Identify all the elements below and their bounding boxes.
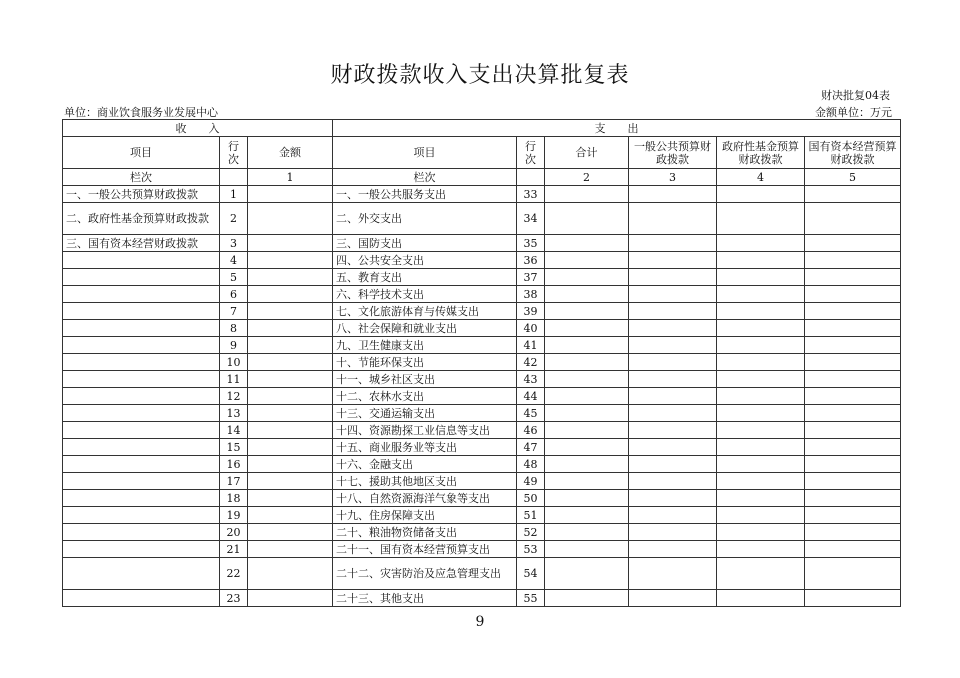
- col-index-1: 1: [248, 169, 333, 186]
- income-item: 一、一般公共预算财政拨款: [63, 186, 220, 203]
- expense-general: [629, 303, 717, 320]
- expense-row-no: 41: [517, 337, 545, 354]
- expense-fund: [717, 235, 805, 252]
- expense-item: 十四、资源勘探工业信息等支出: [333, 422, 517, 439]
- income-item: [63, 405, 220, 422]
- expense-item: 二、外交支出: [333, 203, 517, 235]
- expense-fund: [717, 541, 805, 558]
- expense-item: 六、科学技术支出: [333, 286, 517, 303]
- expense-soe: [805, 286, 901, 303]
- expense-general: [629, 405, 717, 422]
- income-item: 三、国有资本经营财政拨款: [63, 235, 220, 252]
- expense-soe: [805, 524, 901, 541]
- table-row: [63, 541, 901, 558]
- income-row-no: 8: [220, 320, 248, 337]
- income-amount: [248, 473, 333, 490]
- header-general-budget: 一般公共预算财政拨款: [629, 137, 717, 169]
- income-amount: [248, 320, 333, 337]
- expense-row-no: 55: [517, 590, 545, 607]
- expense-fund: [717, 269, 805, 286]
- col-index-4: 4: [717, 169, 805, 186]
- expense-fund: [717, 558, 805, 590]
- table-row: [63, 456, 901, 473]
- table-row: [63, 490, 901, 507]
- table-row: [63, 422, 901, 439]
- expense-soe: [805, 337, 901, 354]
- expense-item: 三、国防支出: [333, 235, 517, 252]
- income-amount: [248, 405, 333, 422]
- expense-item: 十三、交通运输支出: [333, 405, 517, 422]
- expense-soe: [805, 388, 901, 405]
- expense-row-no: 37: [517, 269, 545, 286]
- expense-fund: [717, 422, 805, 439]
- expense-soe: [805, 371, 901, 388]
- expense-soe: [805, 473, 901, 490]
- expense-row-no: 49: [517, 473, 545, 490]
- income-amount: [248, 337, 333, 354]
- expense-row-no: 48: [517, 456, 545, 473]
- income-amount: [248, 507, 333, 524]
- expense-total: [545, 303, 629, 320]
- col-index-label: 栏次: [63, 169, 220, 186]
- expense-soe: [805, 252, 901, 269]
- expense-row-no: 46: [517, 422, 545, 439]
- expense-row-no: 34: [517, 203, 545, 235]
- expense-total: [545, 371, 629, 388]
- expense-fund: [717, 524, 805, 541]
- expense-soe: [805, 186, 901, 203]
- page-number: 9: [475, 614, 485, 630]
- expense-general: [629, 590, 717, 607]
- table-row: [63, 235, 901, 252]
- income-item: [63, 354, 220, 371]
- expense-fund: [717, 456, 805, 473]
- expense-general: [629, 388, 717, 405]
- expense-soe: [805, 405, 901, 422]
- expense-item: 二十三、其他支出: [333, 590, 517, 607]
- income-row-no: 16: [220, 456, 248, 473]
- income-row-no: 22: [220, 558, 248, 590]
- expense-item: 五、教育支出: [333, 269, 517, 286]
- income-item: [63, 320, 220, 337]
- expense-total: [545, 507, 629, 524]
- expense-general: [629, 439, 717, 456]
- expense-row-no: 42: [517, 354, 545, 371]
- expense-soe: [805, 590, 901, 607]
- expense-item: 十七、援助其他地区支出: [333, 473, 517, 490]
- income-item: [63, 558, 220, 590]
- expense-total: [545, 354, 629, 371]
- income-amount: [248, 490, 333, 507]
- expense-section-label: 支 出: [333, 120, 901, 137]
- table-row: [63, 269, 901, 286]
- expense-general: [629, 422, 717, 439]
- income-item: [63, 507, 220, 524]
- expense-item: 十九、住房保障支出: [333, 507, 517, 524]
- expense-item: 十八、自然资源海洋气象等支出: [333, 490, 517, 507]
- expense-general: [629, 203, 717, 235]
- expense-soe: [805, 320, 901, 337]
- income-row-no: 6: [220, 286, 248, 303]
- expense-total: [545, 320, 629, 337]
- expense-general: [629, 507, 717, 524]
- expense-general: [629, 320, 717, 337]
- expense-general: [629, 354, 717, 371]
- expense-row-no: 35: [517, 235, 545, 252]
- table-row: [63, 388, 901, 405]
- expense-item: 十二、农林水支出: [333, 388, 517, 405]
- expense-fund: [717, 286, 805, 303]
- expense-soe: [805, 235, 901, 252]
- expense-general: [629, 490, 717, 507]
- col-index-empty: [220, 169, 248, 186]
- column-header-row: [63, 137, 901, 169]
- table-row: [63, 558, 901, 590]
- expense-total: [545, 590, 629, 607]
- expense-fund: [717, 439, 805, 456]
- expense-item: 二十、粮油物资储备支出: [333, 524, 517, 541]
- col-index-5: 5: [805, 169, 901, 186]
- expense-item: 二十一、国有资本经营预算支出: [333, 541, 517, 558]
- expense-total: [545, 252, 629, 269]
- income-item: [63, 371, 220, 388]
- income-row-no: 12: [220, 388, 248, 405]
- expense-fund: [717, 186, 805, 203]
- expense-general: [629, 541, 717, 558]
- income-row-no: 19: [220, 507, 248, 524]
- table-row: [63, 320, 901, 337]
- income-row-no: 20: [220, 524, 248, 541]
- income-item: [63, 303, 220, 320]
- expense-row-no: 38: [517, 286, 545, 303]
- header-expense-item: 项目: [333, 137, 517, 169]
- income-amount: [248, 235, 333, 252]
- header-expense-row-no: 行次: [517, 137, 545, 169]
- expense-row-no: 54: [517, 558, 545, 590]
- expense-total: [545, 186, 629, 203]
- income-row-no: 5: [220, 269, 248, 286]
- income-amount: [248, 558, 333, 590]
- expense-item: 九、卫生健康支出: [333, 337, 517, 354]
- income-amount: [248, 456, 333, 473]
- income-amount: [248, 303, 333, 320]
- table-row: [63, 590, 901, 607]
- header-row-no: 行次: [220, 137, 248, 169]
- expense-total: [545, 439, 629, 456]
- expense-item: 七、文化旅游体育与传媒支出: [333, 303, 517, 320]
- appropriation-table: [62, 119, 901, 607]
- income-item: [63, 490, 220, 507]
- income-amount: [248, 524, 333, 541]
- income-amount: [248, 354, 333, 371]
- expense-item: 十六、金融支出: [333, 456, 517, 473]
- income-row-no: 9: [220, 337, 248, 354]
- expense-soe: [805, 203, 901, 235]
- income-item: [63, 541, 220, 558]
- table-row: [63, 354, 901, 371]
- expense-total: [545, 203, 629, 235]
- expense-row-no: 44: [517, 388, 545, 405]
- expense-item: 十五、商业服务业等支出: [333, 439, 517, 456]
- income-amount: [248, 541, 333, 558]
- expense-row-no: 51: [517, 507, 545, 524]
- expense-fund: [717, 473, 805, 490]
- expense-fund: [717, 303, 805, 320]
- income-amount: [248, 439, 333, 456]
- col-index-2: 2: [545, 169, 629, 186]
- expense-row-no: 33: [517, 186, 545, 203]
- income-row-no: 15: [220, 439, 248, 456]
- income-item: [63, 590, 220, 607]
- expense-item: 二十二、灾害防治及应急管理支出: [333, 558, 517, 590]
- expense-general: [629, 524, 717, 541]
- income-row-no: 10: [220, 354, 248, 371]
- expense-fund: [717, 252, 805, 269]
- expense-soe: [805, 507, 901, 524]
- expense-item: 一、一般公共服务支出: [333, 186, 517, 203]
- table-row: [63, 473, 901, 490]
- expense-row-no: 53: [517, 541, 545, 558]
- header-total: 合计: [545, 137, 629, 169]
- expense-soe: [805, 303, 901, 320]
- income-row-no: 7: [220, 303, 248, 320]
- page-title: 财政拨款收入支出决算批复表: [330, 63, 630, 88]
- expense-fund: [717, 590, 805, 607]
- expense-general: [629, 186, 717, 203]
- income-row-no: 17: [220, 473, 248, 490]
- expense-item: 十、节能环保支出: [333, 354, 517, 371]
- income-row-no: 4: [220, 252, 248, 269]
- expense-soe: [805, 456, 901, 473]
- table-row: [63, 286, 901, 303]
- expense-soe: [805, 269, 901, 286]
- table-row: [63, 203, 901, 235]
- income-item: [63, 337, 220, 354]
- income-item: [63, 252, 220, 269]
- income-row-no: 3: [220, 235, 248, 252]
- income-amount: [248, 388, 333, 405]
- table-row: [63, 337, 901, 354]
- income-row-no: 14: [220, 422, 248, 439]
- expense-row-no: 47: [517, 439, 545, 456]
- expense-total: [545, 235, 629, 252]
- col-index-3: 3: [629, 169, 717, 186]
- expense-item: 十一、城乡社区支出: [333, 371, 517, 388]
- expense-soe: [805, 354, 901, 371]
- expense-total: [545, 388, 629, 405]
- table-row: [63, 524, 901, 541]
- section-header-row: [63, 120, 901, 137]
- expense-row-no: 39: [517, 303, 545, 320]
- table-row: [63, 507, 901, 524]
- expense-row-no: 45: [517, 405, 545, 422]
- header-soe-budget: 国有资本经营预算财政拨款: [805, 137, 901, 169]
- expense-total: [545, 524, 629, 541]
- income-item: [63, 473, 220, 490]
- expense-total: [545, 541, 629, 558]
- expense-soe: [805, 558, 901, 590]
- form-code: 财决批复04表: [821, 89, 890, 102]
- expense-total: [545, 558, 629, 590]
- income-row-no: 21: [220, 541, 248, 558]
- expense-row-no: 43: [517, 371, 545, 388]
- expense-total: [545, 490, 629, 507]
- expense-general: [629, 269, 717, 286]
- expense-total: [545, 456, 629, 473]
- table-row: [63, 252, 901, 269]
- expense-total: [545, 473, 629, 490]
- expense-total: [545, 337, 629, 354]
- expense-total: [545, 405, 629, 422]
- expense-fund: [717, 405, 805, 422]
- table-row: [63, 371, 901, 388]
- expense-item: 四、公共安全支出: [333, 252, 517, 269]
- expense-general: [629, 252, 717, 269]
- income-row-no: 13: [220, 405, 248, 422]
- income-amount: [248, 371, 333, 388]
- expense-soe: [805, 541, 901, 558]
- expense-general: [629, 235, 717, 252]
- income-row-no: 11: [220, 371, 248, 388]
- income-amount: [248, 269, 333, 286]
- expense-soe: [805, 490, 901, 507]
- income-amount: [248, 252, 333, 269]
- table-row: [63, 303, 901, 320]
- expense-fund: [717, 320, 805, 337]
- income-amount: [248, 186, 333, 203]
- expense-general: [629, 337, 717, 354]
- unit-label: 单位：商业饮食服务业发展中心: [64, 106, 218, 119]
- col-index-expense-label: 栏次: [333, 169, 517, 186]
- amount-unit-label: 金额单位：万元: [815, 106, 892, 119]
- expense-general: [629, 558, 717, 590]
- income-row-no: 18: [220, 490, 248, 507]
- income-item: 二、政府性基金预算财政拨款: [63, 203, 220, 235]
- income-row-no: 1: [220, 186, 248, 203]
- income-item: [63, 269, 220, 286]
- expense-general: [629, 371, 717, 388]
- expense-fund: [717, 203, 805, 235]
- income-amount: [248, 286, 333, 303]
- income-row-no: 23: [220, 590, 248, 607]
- expense-soe: [805, 422, 901, 439]
- table-row: [63, 439, 901, 456]
- income-section-label: 收 入: [63, 120, 333, 137]
- income-item: [63, 286, 220, 303]
- expense-general: [629, 286, 717, 303]
- expense-row-no: 40: [517, 320, 545, 337]
- income-amount: [248, 203, 333, 235]
- income-row-no: 2: [220, 203, 248, 235]
- income-item: [63, 456, 220, 473]
- expense-soe: [805, 439, 901, 456]
- column-index-row: [63, 169, 901, 186]
- expense-general: [629, 456, 717, 473]
- expense-fund: [717, 337, 805, 354]
- expense-fund: [717, 507, 805, 524]
- expense-row-no: 52: [517, 524, 545, 541]
- table-row: [63, 405, 901, 422]
- header-fund-budget: 政府性基金预算财政拨款: [717, 137, 805, 169]
- header-amount: 金额: [248, 137, 333, 169]
- table-row: [63, 186, 901, 203]
- expense-row-no: 36: [517, 252, 545, 269]
- expense-fund: [717, 354, 805, 371]
- income-item: [63, 524, 220, 541]
- income-item: [63, 422, 220, 439]
- expense-fund: [717, 388, 805, 405]
- expense-general: [629, 473, 717, 490]
- income-item: [63, 388, 220, 405]
- header-item: 项目: [63, 137, 220, 169]
- expense-item: 八、社会保障和就业支出: [333, 320, 517, 337]
- expense-total: [545, 422, 629, 439]
- expense-fund: [717, 490, 805, 507]
- income-item: [63, 439, 220, 456]
- expense-total: [545, 286, 629, 303]
- expense-row-no: 50: [517, 490, 545, 507]
- expense-fund: [717, 371, 805, 388]
- expense-total: [545, 269, 629, 286]
- income-amount: [248, 422, 333, 439]
- income-amount: [248, 590, 333, 607]
- col-index-empty: [517, 169, 545, 186]
